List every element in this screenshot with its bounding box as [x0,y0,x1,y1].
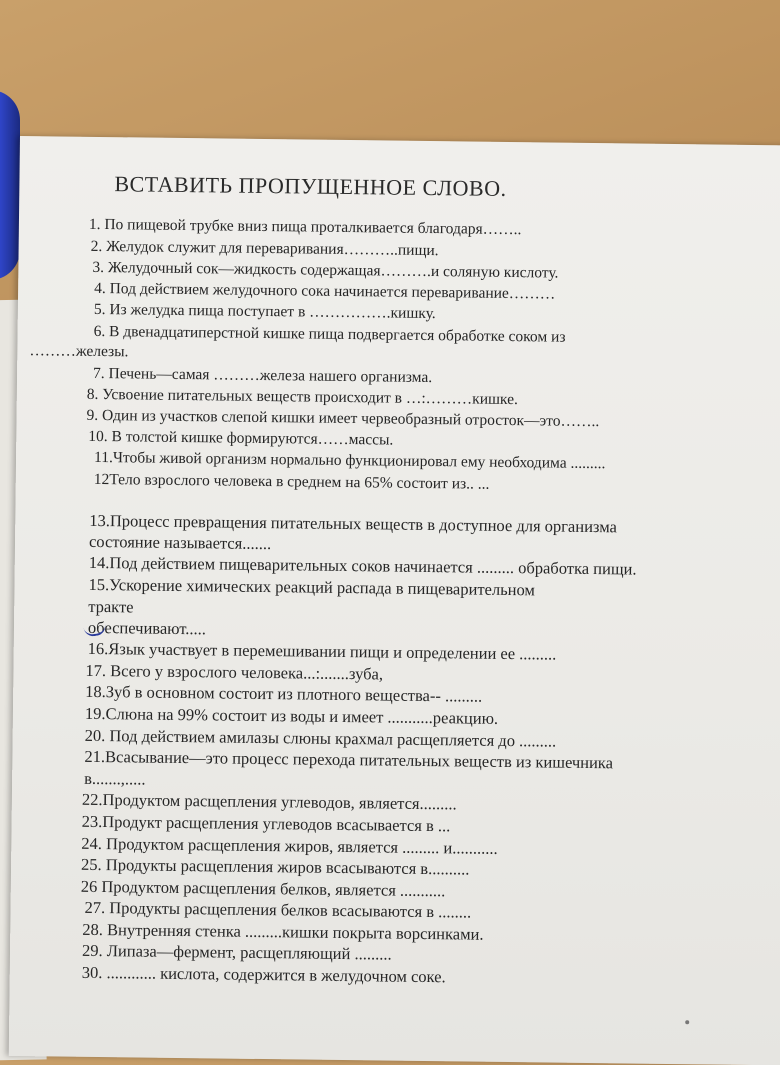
question-27: 27. Продукты расщепления белков всасываются в ........ [84,897,472,922]
question-30: 30. ............ кислота, содержится в желудочном соке. [81,962,446,987]
question-26: 26 Продуктом расщепления белков, является ........... [80,876,446,901]
worksheet-title: ВСТАВИТЬ ПРОПУЩЕННОЕ СЛОВО. [114,171,507,201]
question-13: 13.Процесс превращения питательных веществ в доступное для организма [89,510,618,537]
question-7: 7. Печень—самая ………железа нашего организма. [93,364,433,387]
question-19: 19.Слюна на 99% состоит из воды и имеет ...........реакцию. [84,703,499,728]
question-6-continued: ………железы. [29,342,129,361]
question-24: 24. Продуктом расщепления жиров, является ......... и........... [81,833,498,858]
question-9: 9. Один из участков слепой кишки имеет червеобразный отросток—это…….. [86,406,600,431]
question-23: 23.Продукт расщепления углеводов всасывается в ... [81,811,451,836]
worksheet-paper [9,136,780,1065]
question-16: 16.Язык участвует в перемешивании пищи и определении ее ......... [87,638,557,664]
question-13-continued: состояние называется....... [88,531,272,554]
question-20: 20. Под действием амилазы слюны крахмал расщепляется до ......... [84,725,557,751]
question-14: 14.Под действием пищеварительных соков начинается ......... обработка пищи. [88,552,637,579]
question-15-continued-1: тракте [88,596,134,617]
question-2: 2. Желудок служит для переваривания………..пищи. [90,237,439,260]
question-8: 8. Усвоение питательных веществ происходит в …:………кишке. [86,385,518,409]
question-3: 3. Желудочный сок—жидкость содержащая……….и соляную кислоту. [92,258,559,282]
question-6: 6. В двенадцатиперстной кишке пища подвергается обработке соком из [93,322,566,346]
question-25: 25. Продукты расщепления жиров всасываются в.......... [80,854,470,879]
question-4: 4. Под действием желудочного сока начинается переваривание……… [94,279,556,303]
question-29: 29. Липаза—фермент, расщепляющий ......... [81,940,392,964]
question-17: 17. Всего у взрослого человека...:.......зуба, [85,660,384,684]
question-11: 11.Чтобы живой организм нормально функционировал ему необходима ......... [93,448,606,473]
blue-object [0,90,20,280]
question-15-continued-2: обеспечивают..... [87,617,207,639]
question-5: 5. Из желудка пища поступает в …………….кишку. [93,300,436,323]
paper-speck [685,1020,689,1024]
question-18: 18.Зуб в основном состоит из плотного вещества-- ......... [85,681,483,706]
question-10: 10. В толстой кишке формируются……массы. [88,427,394,449]
question-28: 28. Внутренняя стенка .........кишки покрыта ворсинками. [82,919,484,944]
question-1: 1. По пищевой трубке вниз пища проталкивается благодаря…….. [88,215,522,239]
question-21-continued: в.......,..... [84,768,146,789]
question-15: 15.Ускорение химических реакций распада в пищеварительном [88,574,536,600]
question-21: 21.Всасывание—это процесс перехода питательных веществ из кишечника [84,746,614,773]
question-12: 12Тело взрослого человека в среднем на 65% состоит из.. ... [93,470,490,493]
question-22: 22.Продуктом расщепления углеводов, является......... [81,789,457,814]
